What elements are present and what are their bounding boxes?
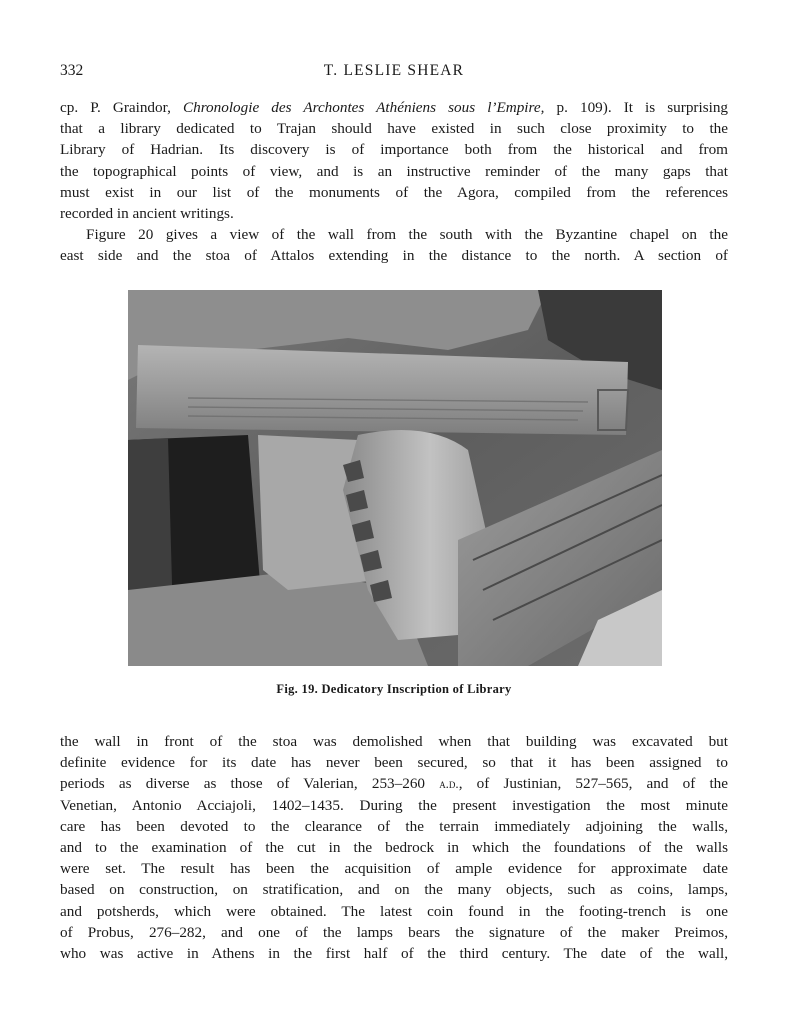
text-line: who was active in Athens in the first half of the third century. The date of the wall,: [60, 944, 728, 962]
text-line: the wall in front of the stoa was demolished when that building was excavated but: [60, 733, 728, 750]
text-line: Figure 20 gives a view of the wall from the south with the Byzantine chapel on the: [86, 226, 728, 244]
text-line: the topographical points of view, and is an instructive reminder of the many gaps that: [60, 162, 728, 180]
running-title: T. LESLIE SHEAR: [323, 62, 465, 79]
page-number: 332: [60, 62, 84, 79]
text-block-bottom: [60, 731, 728, 964]
era-mark: a.d.: [439, 776, 459, 792]
text-line: and to the examination of the cut in the bedrock in which the foundations of the walls: [60, 838, 728, 856]
book-title: Chronologie des Archontes Athéniens sous l’Empire,: [182, 99, 545, 116]
paragraph-wall-date: [60, 731, 728, 964]
text-line: cp. P. Graindor, Chronologie des Archontes Athéniens sous l’Empire, p. 109). It is surprising: [60, 99, 729, 116]
text-line: periods as diverse as those of Valerian, 253–260 a.d., of Justinian, 527–565, and of the: [60, 775, 729, 793]
text-line: recorded in ancient writings.: [60, 204, 234, 222]
figure-photograph: [128, 290, 662, 666]
figure-caption: Fig. 19. Dedicatory Inscription of Library: [276, 682, 512, 696]
inscription-photo: [128, 290, 662, 666]
text-line: based on construction, on stratification, and on the many objects, such as coins, lamps,: [60, 881, 728, 899]
text-line: that a library dedicated to Trajan should have existed in such close proximity to the: [60, 120, 728, 138]
text-line: of Probus, 276–282, and one of the lamps bears the signature of the maker Preimos,: [60, 923, 728, 941]
text-line: east side and the stoa of Attalos extending in the distance to the north. A section of: [60, 247, 728, 265]
paragraph-figure-20: [60, 224, 728, 266]
text-line: Library of Hadrian. Its discovery is of importance both from the historical and from: [60, 141, 728, 159]
text-line: definite evidence for its date has never been secured, so that it has been assigned to: [60, 754, 728, 772]
text-line: care has been devoted to the clearance of the terrain immediately adjoining the walls,: [60, 817, 728, 835]
text-line: must exist in our list of the monuments of the Agora, compiled from the references: [60, 183, 728, 201]
text-line: Venetian, Antonio Acciajoli, 1402–1435. During the present investigation the most minute: [60, 796, 728, 814]
paragraph-citation: [60, 97, 728, 224]
text-line: and potsherds, which were obtained. The latest coin found in the footing-trench is one: [60, 902, 728, 920]
text-line: were set. The result has been the acquisition of ample evidence for approximate date: [60, 860, 728, 878]
running-head: [60, 62, 728, 84]
text-block-top: [60, 97, 728, 267]
